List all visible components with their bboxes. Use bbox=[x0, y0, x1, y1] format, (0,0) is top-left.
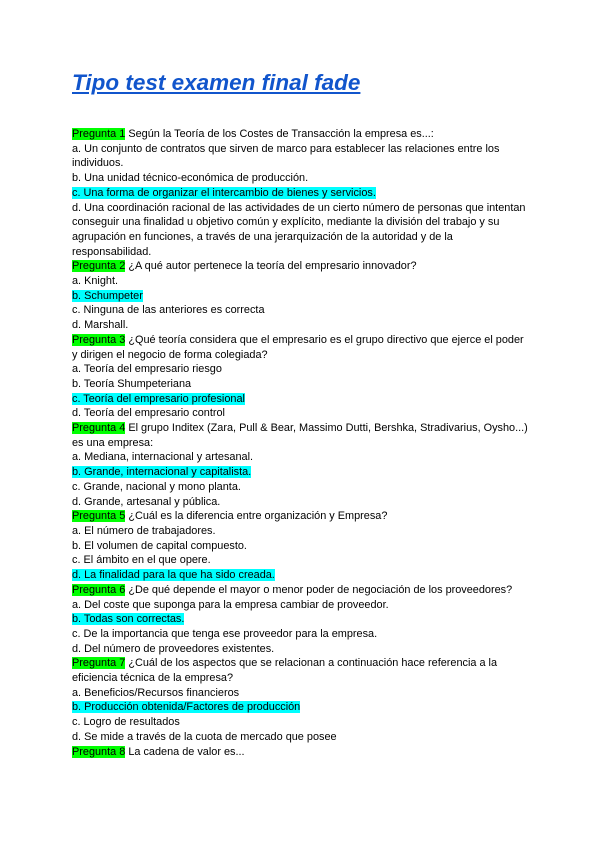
answer-text: d. Marshall. bbox=[72, 319, 129, 332]
answer-text: c. Ninguna de las anteriores es correcta bbox=[72, 304, 265, 317]
correct-answer-highlight: b. Producción obtenida/Factores de producción bbox=[72, 701, 301, 714]
question-label: Pregunta 5 bbox=[72, 510, 126, 523]
question-text: Según la Teoría de los Costes de Transacción la empresa es...: bbox=[125, 128, 434, 140]
answer-option bbox=[72, 377, 532, 392]
question-text: ¿De qué depende el mayor o menor poder de negociación de los proveedores? bbox=[125, 583, 513, 596]
answer-text: c. Grande, nacional y mono planta. bbox=[72, 480, 241, 493]
question-text: ¿Qué teoría considera que el empresario es el grupo directivo que ejerce el poder y dirigen el negocio de forma colegiada? bbox=[72, 333, 524, 361]
answer-text: b. Una unidad técnico-económica de producción. bbox=[72, 172, 309, 185]
answer-text: b. El volumen de capital compuesto. bbox=[72, 539, 247, 552]
question-5 bbox=[72, 509, 532, 524]
correct-answer-highlight: d. La finalidad para la que ha sido creada. bbox=[72, 569, 275, 582]
answer-text: a. Knight. bbox=[72, 275, 119, 288]
answer-text: d. Se mide a través de la cuota de mercado que posee bbox=[72, 730, 337, 743]
question-text: El grupo Inditex (Zara, Pull & Bear, Massimo Dutti, Bershka, Stradivarius, Oysho...) es una empresa: bbox=[72, 422, 528, 449]
answer-text: a. Teoría del empresario riesgo bbox=[72, 363, 222, 376]
question-text: ¿Cuál de los aspectos que se relacionan a continuación hace referencia a la eficiencia técnica de la empresa? bbox=[72, 657, 498, 685]
answer-text: d. Teoría del empresario control bbox=[72, 407, 225, 420]
answer-text: a. Un conjunto de contratos que sirven de marco para establecer las relaciones entre los individuos. bbox=[72, 142, 500, 170]
answer-text: b. Teoría Shumpeteriana bbox=[72, 377, 192, 390]
answer-text: d. Del número de proveedores existentes. bbox=[72, 642, 275, 655]
answer-option bbox=[72, 171, 532, 186]
answer-option bbox=[72, 274, 532, 289]
question-label: Pregunta 7 bbox=[72, 657, 126, 670]
answer-option bbox=[72, 700, 532, 715]
question-7 bbox=[72, 656, 532, 685]
answer-text: a. El número de trabajadores. bbox=[72, 524, 216, 537]
answer-option bbox=[72, 406, 532, 421]
answer-option bbox=[72, 553, 532, 568]
answer-option bbox=[72, 465, 532, 480]
correct-answer-highlight: b. Schumpeter bbox=[72, 289, 143, 302]
answer-option bbox=[72, 289, 532, 304]
question-label: Pregunta 1 bbox=[72, 128, 126, 140]
answer-text: d. Una coordinación racional de las actividades de un cierto número de personas que intentan conseguir una finalidad u objetivo común y explícito, mediante la división del trabajo y su agrupación en funciones, a través de una jerarquización de la autoridad y de la responsabilidad. bbox=[72, 201, 526, 258]
question-text: ¿A qué autor pertenece la teoría del empresario innovador? bbox=[125, 260, 417, 273]
answer-option bbox=[72, 730, 532, 745]
question-4 bbox=[72, 421, 532, 450]
question-8 bbox=[72, 745, 532, 760]
answer-option bbox=[72, 568, 532, 583]
correct-answer-highlight: c. Teoría del empresario profesional bbox=[72, 392, 245, 405]
answer-text: d. Grande, artesanal y pública. bbox=[72, 495, 221, 508]
answer-text: a. Mediana, internacional y artesanal. bbox=[72, 451, 254, 464]
answer-option bbox=[72, 539, 532, 554]
answer-text: a. Del coste que suponga para la empresa cambiar de proveedor. bbox=[72, 598, 389, 611]
question-3 bbox=[72, 333, 532, 362]
page-title: Tipo test examen final fade bbox=[72, 70, 361, 95]
answer-text: c. Logro de resultados bbox=[72, 716, 180, 729]
answer-option bbox=[72, 318, 532, 333]
answer-option bbox=[72, 362, 532, 377]
question-label: Pregunta 6 bbox=[72, 583, 126, 596]
question-6 bbox=[72, 583, 532, 598]
answer-option bbox=[72, 642, 532, 657]
correct-answer-highlight: b. Todas son correctas. bbox=[72, 613, 185, 626]
question-text: ¿Cuál es la diferencia entre organización y Empresa? bbox=[125, 510, 388, 523]
question-label: Pregunta 3 bbox=[72, 333, 126, 346]
question-label: Pregunta 8 bbox=[72, 745, 126, 758]
question-1 bbox=[72, 127, 532, 142]
question-text: La cadena de valor es... bbox=[125, 745, 245, 758]
answer-option bbox=[72, 627, 532, 642]
answer-option bbox=[72, 392, 532, 407]
question-label: Pregunta 2 bbox=[72, 260, 126, 273]
answer-text: c. De la importancia que tenga ese proveedor para la empresa. bbox=[72, 627, 378, 640]
answer-text: a. Beneficios/Recursos financieros bbox=[72, 686, 240, 699]
question-label: Pregunta 4 bbox=[72, 422, 126, 435]
answer-option bbox=[72, 480, 532, 495]
answer-option bbox=[72, 201, 532, 260]
correct-answer-highlight: b. Grande, internacional y capitalista. bbox=[72, 466, 252, 479]
answer-option bbox=[72, 186, 532, 201]
answer-option bbox=[72, 686, 532, 701]
answer-option bbox=[72, 524, 532, 539]
answer-option bbox=[72, 495, 532, 510]
answer-option bbox=[72, 598, 532, 613]
answer-option bbox=[72, 142, 532, 171]
answer-option bbox=[72, 612, 532, 627]
answer-option bbox=[72, 303, 532, 318]
correct-answer-highlight: c. Una forma de organizar el intercambio de bienes y servicios. bbox=[72, 186, 376, 199]
answer-option bbox=[72, 450, 532, 465]
answer-option bbox=[72, 715, 532, 730]
answer-text: c. El ámbito en el que opere. bbox=[72, 554, 211, 567]
question-2 bbox=[72, 259, 532, 274]
question-list bbox=[72, 127, 532, 759]
